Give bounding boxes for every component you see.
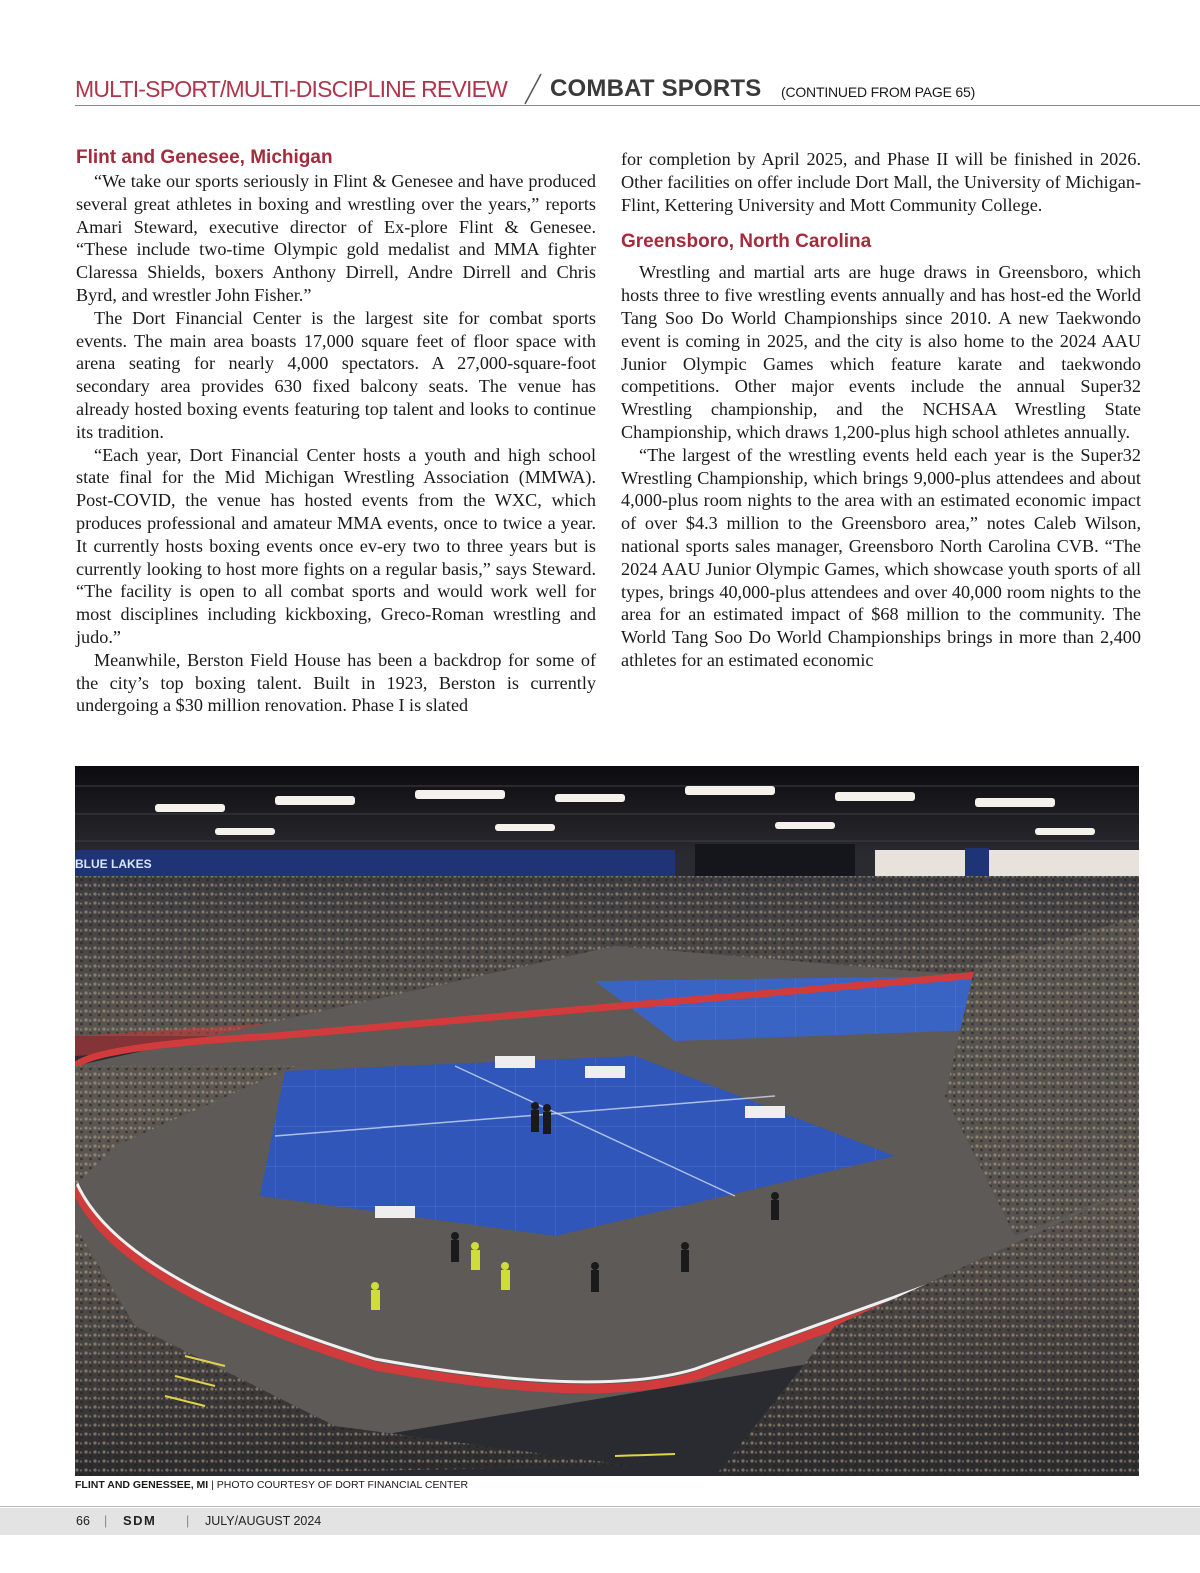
- caption-credit: | PHOTO COURTESY OF DORT FINANCIAL CENTER: [208, 1479, 469, 1491]
- header-rule: [75, 105, 1200, 107]
- continued-note: (CONTINUED FROM PAGE 65): [781, 84, 976, 100]
- article-column-right: [621, 148, 1141, 672]
- caption-location: FLINT AND GENESSEE, MI: [75, 1479, 209, 1491]
- page-footer: [0, 1508, 1200, 1535]
- article-paragraph-continuation: for completion by April 2025, and Phase II will be finished in 2026. Other facilities on offer include Dort Mall, the University of Michigan-Flint, Kettering University and Mott Community College.: [621, 149, 1141, 215]
- article-paragraph: Wrestling and martial arts are huge draws in Greensboro, which hosts three to five wrestling events annually and has host-ed the World Tang Soo Do World Championships since 2010. A new Taekwondo event is coming in 2025, and the city is also home to the 2024 AAU Junior Olympic Games which feature karate and taekwondo competitions. Other major events include the annual Super32 Wrestling championship, and the NCHSAA Wrestling State Championship, which draws 1,200-plus high school athletes annually.: [621, 262, 1141, 442]
- section-heading-flint: Flint and Genesee, Michigan: [76, 147, 333, 168]
- banner-text: BLUE LAKES: [75, 857, 152, 871]
- article-column-left: [76, 146, 596, 717]
- arena-photo: [75, 766, 1139, 1476]
- footer-rule: [0, 1506, 1200, 1507]
- page-number: 66: [76, 1514, 90, 1528]
- section-heading-greensboro: Greensboro, North Carolina: [621, 231, 872, 253]
- running-header: [75, 74, 1200, 106]
- section-topic: COMBAT SPORTS: [550, 75, 762, 102]
- article-paragraph: “Each year, Dort Financial Center hosts a youth and high school state final for the Mid Michigan Wrestling Association (MMWA). Post-COVID, the venue has hosted events from the WXC, which produces professional and amateur MMA events, once to twice a year. It currently hosts boxing events once ev-ery two to three years but is currently looking to host more fights on a regular basis,” says Steward. “The facility is open to all combat sports and would work well for most disciplines including kickboxing, Greco-Roman wrestling and judo.”: [76, 444, 596, 647]
- article-paragraph: “We take our sports seriously in Flint & Genesee and have produced several great athletes in boxing and wrestling over the years,” reports Amari Steward, executive director of Ex-plore Flint & Genesee. “These include two-time Olympic gold medalist and MMA fighter Claressa Shields, boxers Anthony Dirrell, Andre Dirrell and Chris Byrd, and wrestler John Fisher.”: [76, 171, 596, 305]
- article-paragraph: “The largest of the wrestling events held each year is the Super32 Wrestling Championship, which brings 9,000-plus attendees and about 4,000-plus room nights to the area with an estimated economic impact of over $4.3 million to the Greensboro area,” notes Caleb Wilson, national sports sales manager, Greensboro North Carolina CVB. “The 2024 AAU Junior Olympic Games, which showcase youth sports of all types, brings 40,000-plus attendees and over 40,000 room nights to the area for an estimated impact of $68 million to the community. The World Tang Soo Do World Championships brings in more than 2,400 athletes for an estimated economic: [621, 444, 1141, 670]
- arena-photo-illustration: [75, 766, 1139, 1476]
- section-label: MULTI-SPORT/MULTI-DISCIPLINE REVIEW: [75, 76, 508, 102]
- photo-caption: [75, 1479, 468, 1491]
- footer-separator: |: [186, 1514, 190, 1528]
- article-paragraph: Meanwhile, Berston Field House has been a backdrop for some of the city’s top boxing talent. Built in 1923, Berston is currently undergoing a $30 million renovation. Phase I is slated: [76, 649, 596, 716]
- magazine-brand: SDM: [123, 1513, 157, 1528]
- header-slash-divider: [519, 72, 547, 106]
- issue-date: JULY/AUGUST 2024: [205, 1514, 322, 1528]
- footer-separator: |: [104, 1514, 108, 1528]
- article-paragraph: The Dort Financial Center is the largest site for combat sports events. The main area boasts 17,000 square feet of floor space with arena seating for nearly 4,000 spectators. A 27,000-square-foot secondary area provides 630 fixed balcony seats. The venue has already hosted boxing events featuring top talent and looks to continue its tradition.: [76, 307, 596, 442]
